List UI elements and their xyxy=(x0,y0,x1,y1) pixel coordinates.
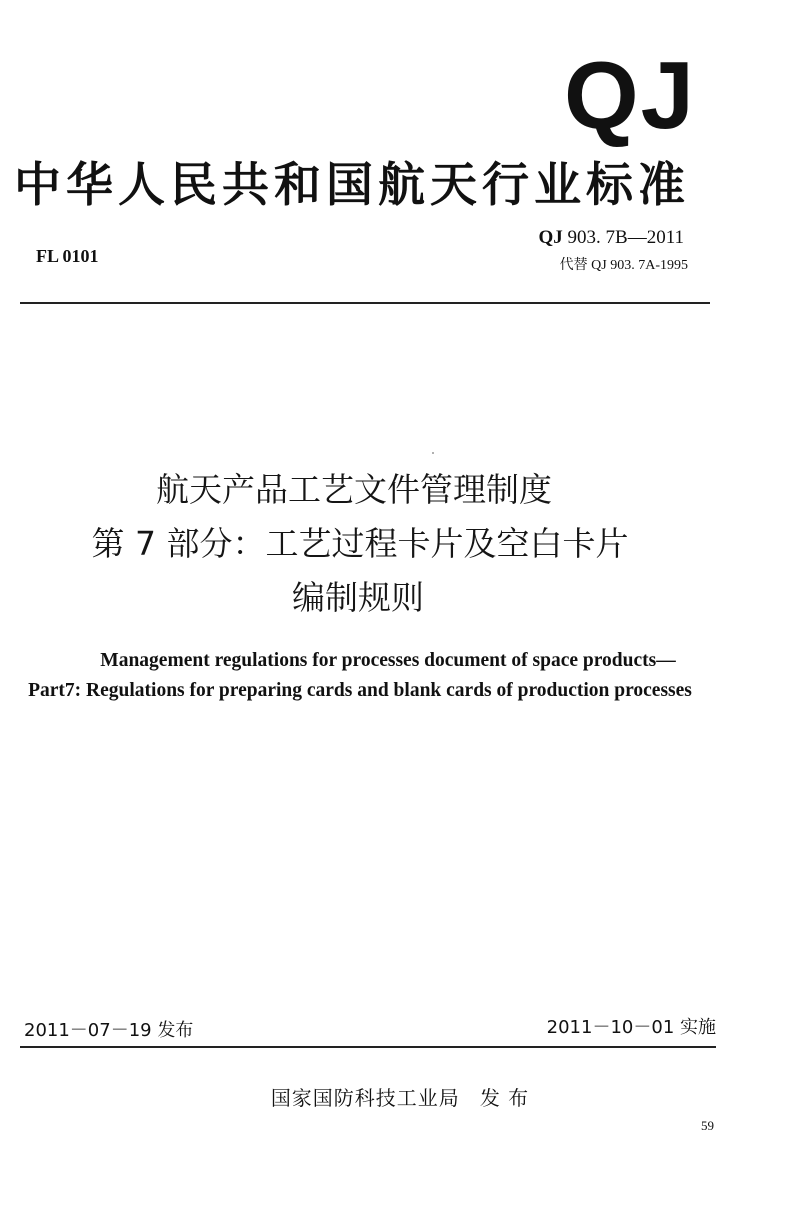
implementation-date: 2011－10－01 实施 xyxy=(546,1017,716,1038)
speck xyxy=(432,452,434,454)
qj-logo: QJ xyxy=(563,42,696,149)
title-zh-line3: 编制规则 xyxy=(292,578,424,617)
title-en-line2: Part7: Regulations for preparing cards and blank cards of production processes xyxy=(28,680,692,701)
header-divider xyxy=(20,302,710,304)
standard-code-number: 903. 7B—2011 xyxy=(567,227,684,248)
publisher-action: 发 布 xyxy=(479,1086,530,1110)
title-en-line1: Management regulations for processes document of space products— xyxy=(100,650,676,671)
title-zh-line2: 第 7 部分：工艺过程卡片及空白卡片 xyxy=(91,524,629,563)
replaces-standard: 代替 QJ 903. 7A-1995 xyxy=(559,258,688,273)
page-number: 59 xyxy=(701,1118,714,1133)
footer-divider xyxy=(20,1046,716,1048)
standard-code-prefix: QJ xyxy=(538,227,563,248)
organization-title: 中华人民共和国航天行业标准 xyxy=(14,158,690,213)
title-zh-line1: 航天产品工艺文件管理制度 xyxy=(156,470,552,509)
publisher-name: 国家国防科技工业局 xyxy=(270,1086,460,1110)
issue-date: 2011－07－19 发布 xyxy=(24,1020,194,1041)
classification-code: FL 0101 xyxy=(36,246,99,266)
publisher xyxy=(0,1082,800,1111)
standard-code xyxy=(539,227,685,249)
